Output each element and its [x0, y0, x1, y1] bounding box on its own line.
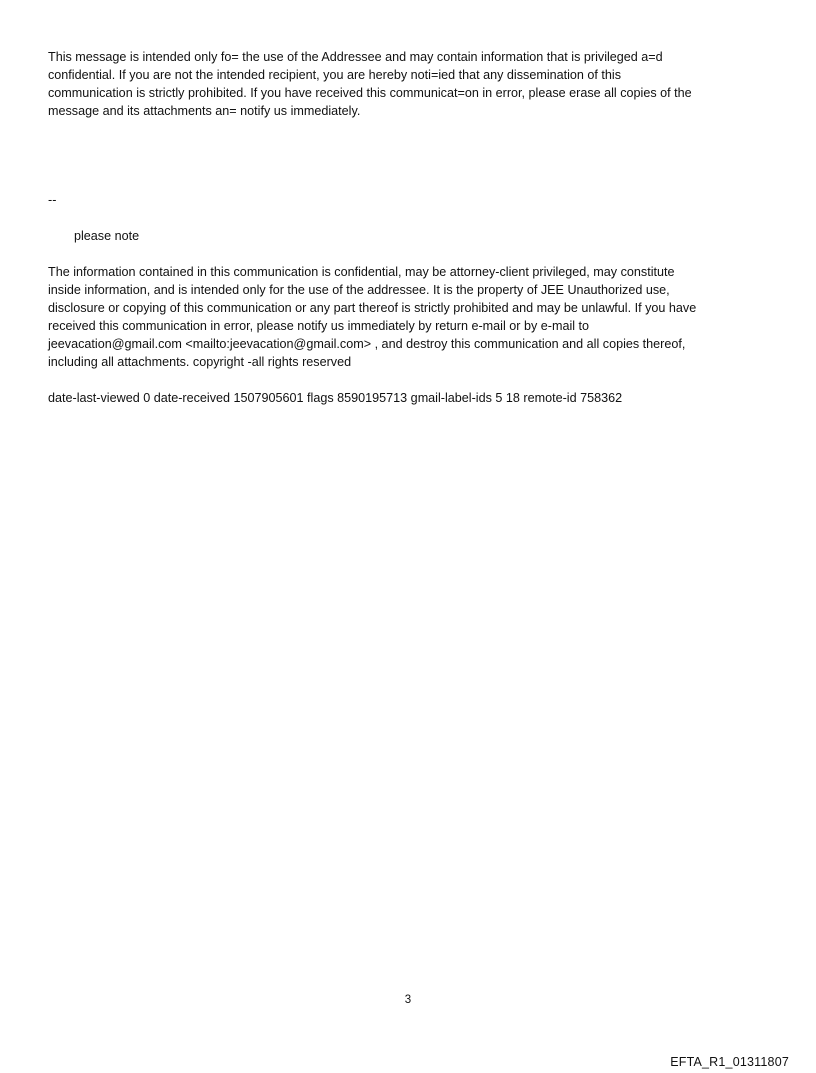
message-metadata-line: date-last-viewed 0 date-received 1507905601 flags 8590195713 gmail-label-ids 5 18 remote-id 758362 — [48, 391, 623, 405]
note-heading: please note — [74, 229, 140, 243]
signature-separator: -- — [48, 193, 57, 207]
confidentiality-notice-paragraph: This message is intended only fo= the use of the Addressee and may contain information that is privileged a=d confidential. If you are not the intended recipient, you are hereby noti=ied that any dissemination of this communication is strictly prohibited. If you have received this communicat=on in error, please erase all copies of the message and its attachments an= notify us immediately. — [48, 50, 692, 118]
legal-disclaimer-paragraph: The information contained in this communication is confidential, may be attorney-client privileged, may constitute inside information, and is intended only for the use of the addressee. It is the property of JEE Unauthorized use, disclosure or copying of this communication or any part thereof is strictly prohibited and may be unlawful. If you have received this communication in error, please notify us immediately by return e-mail or by e-mail to jeevacation@gmail.com <mailto:jeevacation@gmail.com> , and destroy this communication and all copies thereof, including all attachments. copyright -all rights reserved — [48, 265, 697, 369]
bates-number: EFTA_R1_01311807 — [670, 1055, 789, 1069]
page-number: 3 — [404, 994, 412, 1006]
